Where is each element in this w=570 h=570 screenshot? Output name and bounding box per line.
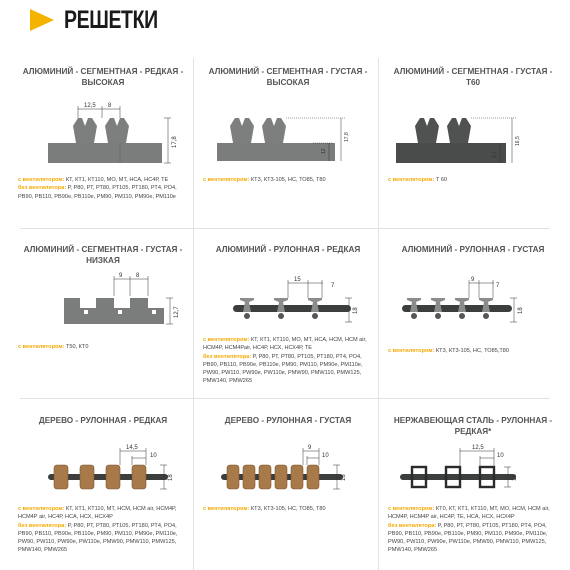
- with-fan-list: КТ, КТ1, КТ110, МТ, НСМ, НСМ air, НСМ4Р, НСМ4Р air, НС4Р, НСА, НСХ, НСХ4Р: [18, 506, 177, 521]
- product-name: АЛЮМИНИЙ - РУЛОННАЯ - РЕДКАЯ: [215, 245, 361, 254]
- dimension-label: 8,7: [492, 151, 498, 158]
- product-name: НЕРЖАВЕЮЩАЯ СТАЛЬ - РУЛОННАЯ - РЕДКАЯ*: [393, 416, 553, 436]
- compatibility-text: [18, 176, 188, 201]
- with-fan-label: с вентилятором:: [18, 177, 65, 183]
- dimension-label: 8: [136, 273, 140, 279]
- without-fan-label: без вентилятора:: [388, 522, 437, 529]
- dimension-label: 8: [108, 103, 112, 109]
- row-divider: [20, 398, 550, 399]
- with-fan-label: с вентилятором:: [203, 337, 250, 343]
- product-name: АЛЮМИНИЙ - СЕГМЕНТНАЯ - РЕДКАЯ - ВЫСОКАЯ: [22, 67, 184, 87]
- dimension-label: 9: [119, 273, 123, 279]
- compatibility-text: [203, 176, 373, 184]
- dimension-label: 10: [322, 453, 329, 459]
- dimension-label: 7: [496, 283, 500, 289]
- with-fan-label: с вентилятором:: [18, 344, 65, 350]
- dimension-label: 12: [321, 148, 327, 154]
- without-fan-list: Р, Р80, РТ, РТ80, РТ105, РТ180, РТ4, РО4, РВ90, РВ110, РВ90е, РВ110е, РМ90, РМ110, РМ90е, РМ110е: [18, 185, 177, 200]
- with-fan-list: КТ3, КТ3-105, НС, ТО85, Т80: [250, 506, 326, 512]
- without-fan-label: без вентилятора:: [18, 522, 67, 529]
- with-fan-list: КТ, КТ1, КТ110, МО, МТ, НСА, НС4Р, ТЕ: [65, 177, 169, 183]
- product-name: ДЕРЕВО - РУЛОННАЯ - РЕДКАЯ: [38, 416, 168, 425]
- dimension-label: 17,8: [172, 136, 178, 148]
- dimension-label: 10: [497, 453, 504, 459]
- product-name: ДЕРЕВО - РУЛОННАЯ - ГУСТАЯ: [224, 416, 352, 425]
- product-name: АЛЮМИНИЙ - СЕГМЕНТНАЯ - ГУСТАЯ - Т60: [393, 67, 553, 87]
- with-fan-list: Т 60: [435, 177, 448, 183]
- dimension-label: 14,5: [126, 445, 138, 451]
- profile-diagram: [388, 274, 558, 334]
- product-name: АЛЮМИНИЙ - РУЛОННАЯ - ГУСТАЯ: [401, 245, 545, 254]
- dimension-label: 9: [308, 445, 312, 451]
- without-fan-list: Р, Р80, РТ, РТ80, РТ105, РТ180, РТ4, РО4, РВ90, РВ110, РВ90е, РВ110е, РМ90, РМ110, РМ90е, РМ110е, PW90, PW110, PW90е, PW110е, PMW90, PMW110, PMW125, PMW140, PMW265: [18, 522, 178, 554]
- without-fan-label: без вентилятора:: [18, 185, 67, 192]
- dimension-label: 18: [512, 474, 518, 481]
- compatibility-text: [18, 343, 188, 351]
- profile-diagram: [203, 274, 373, 334]
- dimension-label: 18: [168, 474, 174, 481]
- profile-diagram: [18, 441, 188, 501]
- with-fan-label: с вентилятором:: [388, 177, 435, 183]
- dimension-label: 15: [294, 277, 301, 283]
- dimension-label: 17,8: [344, 132, 350, 142]
- with-fan-list: КТ0, КТ, КТ1, КТ110, МТ, МО, НСМ, НСМ air, НСМ4Р, НСМ4Р air, НС4Р, ТЕ, НСА, НСХ, НСХ4Р: [388, 506, 550, 521]
- column-divider: [378, 58, 379, 570]
- with-fan-label: с вентилятором:: [388, 506, 435, 512]
- dimension-label: 9: [471, 277, 475, 283]
- with-fan-list: КТ, КТ1, КТ110, МО, МТ, НСА, НСМ, НСМ air, НСМ4Р, НСМ4Раir, НС4Р, НСХ, НСХ4Р, ТЕ: [203, 337, 367, 352]
- without-fan-list: Р, Р80, РТ, РТ80, РТ105, РТ180, РТ4, РО4, РВ90, РВ110, РВ90е, РВ110е, РМ90, РМ110, РМ90е, РМ110е, PW90, PW110, PW90е, PW110е, PMW90, PMW110, PMW125, PMW140, PMW265: [388, 522, 548, 554]
- compatibility-text: [388, 505, 558, 555]
- page-title: РЕШЕТКИ: [64, 6, 158, 34]
- compatibility-text: [388, 347, 558, 355]
- dimension-label: 16,5: [515, 136, 521, 146]
- arrow-icon: [30, 9, 54, 31]
- dimension-label: 18: [341, 474, 347, 481]
- dimension-label: 7: [331, 283, 335, 289]
- profile-diagram: [18, 96, 188, 176]
- column-divider: [193, 58, 194, 570]
- profile-diagram: [203, 96, 373, 176]
- compatibility-text: [203, 336, 373, 386]
- page-header: [0, 0, 570, 40]
- dimension-label: 12,7: [174, 306, 180, 318]
- without-fan-list: Р, Р80, РТ, РТ80, РТ105, РТ180, РТ4, РО4, РВ90, РВ110, РВ90е, РВ110е, РМ90, РМ110, РМ90е, РМ110е, PW90, PW110, PW90е, PW110е, PMW90, PMW110, PMW125, PMW140, PMW265: [203, 353, 363, 385]
- compatibility-text: [203, 505, 373, 513]
- profile-diagram: [203, 441, 373, 501]
- profile-diagram: [388, 96, 558, 176]
- dimension-label: 12,5: [84, 103, 96, 109]
- dimension-label: 10: [150, 453, 157, 459]
- with-fan-list: КТ3, КТ3-105, НС, ТО85,Т80: [435, 348, 510, 354]
- with-fan-label: с вентилятором:: [203, 506, 250, 512]
- profile-diagram: [18, 272, 188, 332]
- product-name: АЛЮМИНИЙ - СЕГМЕНТНАЯ - ГУСТАЯ - НИЗКАЯ: [23, 245, 183, 265]
- with-fan-label: с вентилятором:: [203, 177, 250, 183]
- with-fan-list: КТ3, КТ3-105, НС, ТО85, Т80: [250, 177, 326, 183]
- product-name: АЛЮМИНИЙ - СЕГМЕНТНАЯ - ГУСТАЯ - ВЫСОКАЯ: [208, 67, 368, 87]
- row-divider: [20, 228, 550, 229]
- with-fan-list: Т50, КТ0: [65, 344, 89, 350]
- compatibility-text: [18, 505, 188, 555]
- profile-diagram: [388, 441, 558, 501]
- with-fan-label: с вентилятором:: [18, 506, 65, 512]
- compatibility-text: [388, 176, 558, 184]
- dimension-label: 18: [518, 307, 524, 314]
- dimension-label: 12,5: [472, 445, 484, 451]
- dimension-label: 18: [353, 307, 359, 314]
- without-fan-label: без вентилятора:: [203, 353, 252, 360]
- with-fan-label: с вентилятором:: [388, 348, 435, 354]
